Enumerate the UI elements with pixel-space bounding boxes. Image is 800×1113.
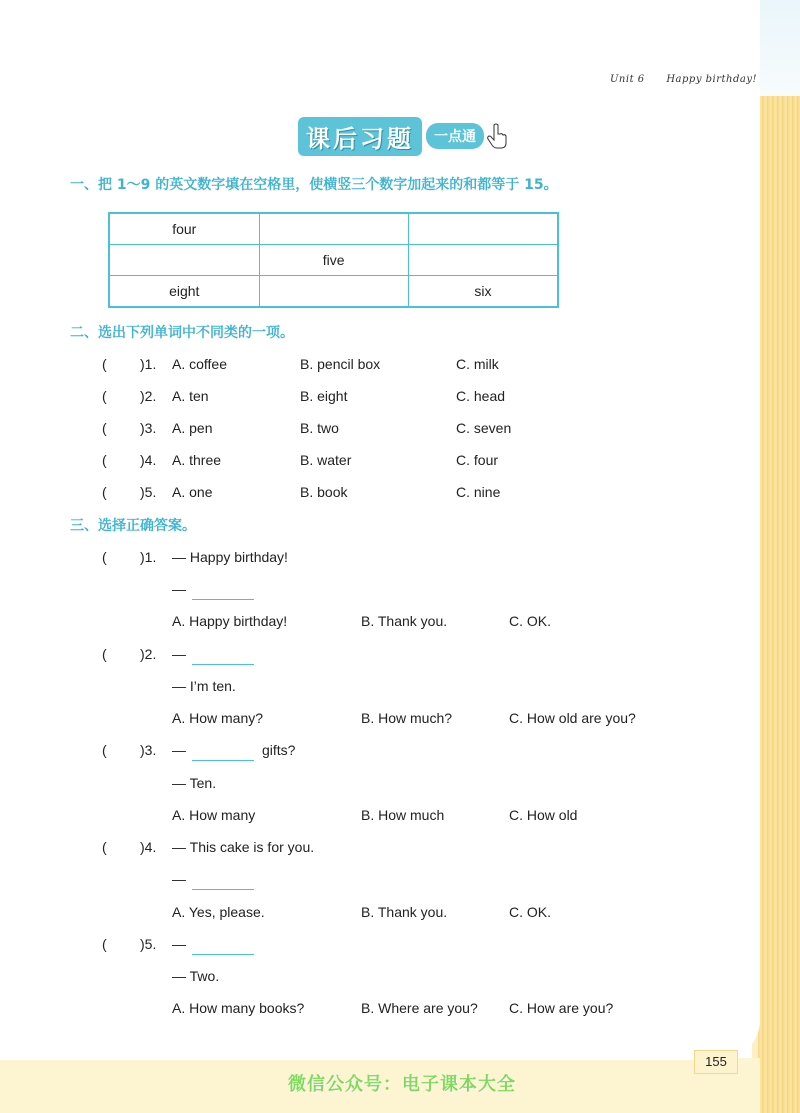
option-a: A. Happy birthday! <box>172 613 288 629</box>
option-b: B. book <box>300 484 348 500</box>
question-number: )1. <box>140 549 157 565</box>
dialogue-dash: — <box>172 871 186 887</box>
answer-paren[interactable]: ( <box>102 742 107 758</box>
dialogue-line: — Ten. <box>172 775 217 791</box>
answer-paren[interactable]: ( <box>102 452 107 468</box>
grid-cell[interactable]: eight <box>109 276 259 308</box>
running-header <box>610 74 775 85</box>
grid-cell[interactable]: six <box>408 276 558 308</box>
grid-cell[interactable] <box>408 213 558 245</box>
option-b: B. Thank you. <box>361 904 448 920</box>
dialogue-dash: — <box>172 581 186 597</box>
answer-paren[interactable]: ( <box>102 839 107 855</box>
option-b: B. How much <box>361 807 445 823</box>
dialogue-line: gifts? <box>262 742 296 758</box>
answer-blank[interactable] <box>192 599 254 600</box>
option-c: C. OK. <box>509 613 552 629</box>
answer-paren[interactable]: ( <box>102 936 107 952</box>
unit-label: Unit 6 <box>610 74 645 85</box>
option-a: A. pen <box>172 420 213 436</box>
option-c: C. How old are you? <box>509 710 636 726</box>
option-b: B. two <box>300 420 339 436</box>
dialogue-line: — Happy birthday! <box>172 549 288 565</box>
question-number: )5. <box>140 936 157 952</box>
answer-paren[interactable]: ( <box>102 388 107 404</box>
grid-cell[interactable] <box>259 213 408 245</box>
section3-title: 三、选择正确答案。 <box>70 518 196 534</box>
dialogue-line: — I’m ten. <box>172 678 236 694</box>
answer-blank[interactable] <box>192 954 254 955</box>
option-c: C. seven <box>456 420 512 436</box>
grid-cell[interactable] <box>408 245 558 276</box>
option-b: B. Where are you? <box>361 1000 478 1016</box>
option-a: A. How many? <box>172 710 264 726</box>
answer-blank[interactable] <box>192 664 254 665</box>
option-a: A. ten <box>172 388 209 404</box>
dialogue-dash: — <box>172 742 186 758</box>
item-number: )5. <box>140 484 157 500</box>
grid-cell[interactable] <box>259 276 408 308</box>
question-number: )4. <box>140 839 157 855</box>
option-a: A. Yes, please. <box>172 904 265 920</box>
option-b: B. eight <box>300 388 348 404</box>
question-number: )3. <box>140 742 157 758</box>
answer-paren[interactable]: ( <box>102 646 107 662</box>
grid-cell[interactable]: four <box>109 213 259 245</box>
option-c: C. milk <box>456 356 499 372</box>
option-c: C. head <box>456 388 506 404</box>
banner-subtitle: 一点通 <box>426 123 484 149</box>
item-number: )2. <box>140 388 157 404</box>
section1-title: 一、把 1～9 的英文数字填在空格里，使横竖三个数字加起来的和都等于 15。 <box>70 177 558 193</box>
option-b: B. How much? <box>361 710 453 726</box>
unit-title: Happy birthday! <box>666 74 758 85</box>
question-number: )2. <box>140 646 157 662</box>
dialogue-line: — Two. <box>172 968 220 984</box>
option-a: A. one <box>172 484 213 500</box>
answer-paren[interactable]: ( <box>102 549 107 565</box>
page-number: 155 <box>694 1050 738 1074</box>
banner-title: 课后习题 <box>298 117 422 156</box>
item-number: )3. <box>140 420 157 436</box>
item-number: )4. <box>140 452 157 468</box>
dialogue-dash: — <box>172 646 186 662</box>
option-b: B. water <box>300 452 352 468</box>
option-a: A. three <box>172 452 222 468</box>
answer-paren[interactable]: ( <box>102 420 107 436</box>
section-banner <box>298 118 508 154</box>
answer-blank[interactable] <box>192 889 254 890</box>
watermark: 微信公众号：电子课本大全 <box>288 1074 516 1095</box>
page-edge <box>758 96 800 1113</box>
option-b: B. pencil box <box>300 356 381 372</box>
option-a: A. How many <box>172 807 256 823</box>
option-c: C. How are you? <box>509 1000 614 1016</box>
answer-blank[interactable] <box>192 760 254 761</box>
option-b: B. Thank you. <box>361 613 448 629</box>
answer-paren[interactable]: ( <box>102 356 107 372</box>
option-c: C. How old <box>509 807 578 823</box>
option-c: C. OK. <box>509 904 552 920</box>
dialogue-dash: — <box>172 936 186 952</box>
option-a: A. coffee <box>172 356 228 372</box>
magic-square-grid <box>108 212 559 308</box>
dialogue-line: — This cake is for you. <box>172 839 315 855</box>
option-a: A. How many books? <box>172 1000 305 1016</box>
answer-paren[interactable]: ( <box>102 484 107 500</box>
section2-title: 二、选出下列单词中不同类的一项。 <box>70 325 294 341</box>
grid-cell[interactable] <box>109 245 259 276</box>
item-number: )1. <box>140 356 157 372</box>
option-c: C. nine <box>456 484 501 500</box>
grid-cell[interactable]: five <box>259 245 408 276</box>
option-c: C. four <box>456 452 499 468</box>
pointing-hand-icon <box>486 123 508 149</box>
